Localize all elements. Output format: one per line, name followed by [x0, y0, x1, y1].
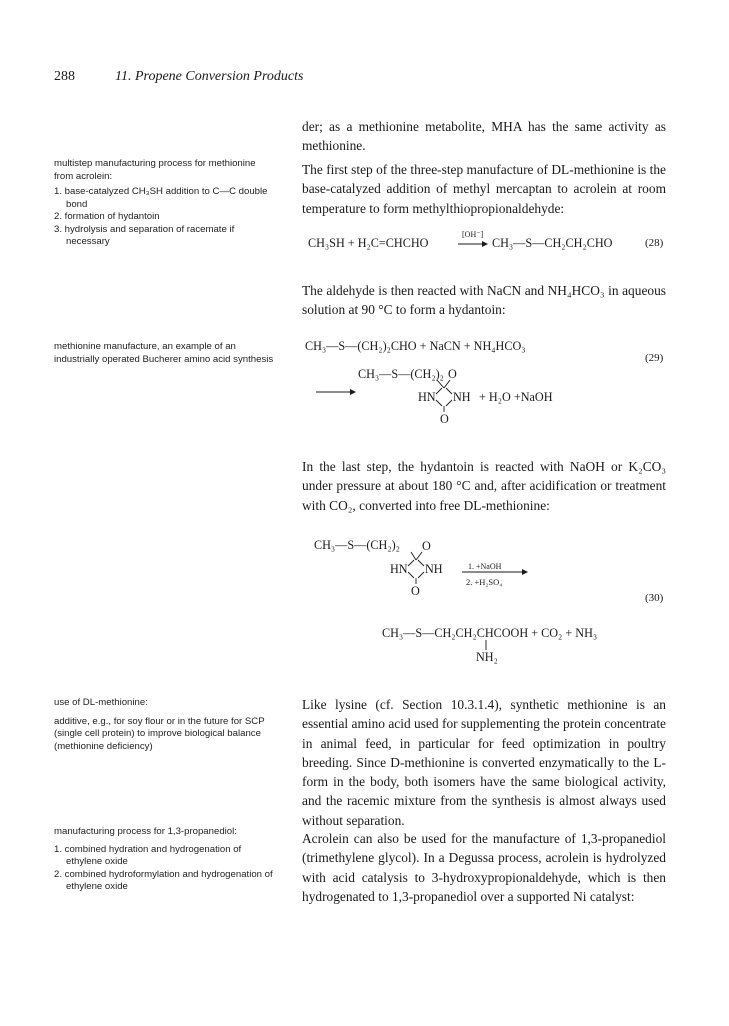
eq30-ring-o-bottom: O — [411, 584, 420, 598]
eq30-side-chain: CH₃—S—(CH₂)₂ — [314, 538, 400, 552]
equation-number: (30) — [645, 592, 664, 604]
paragraph-text: Like lysine (cf. Section 10.3.1.4), synthetic methionine is an essential amino acid used for supplementing the protein concentrate in animal feed, in particular for feed optimization in poultry breeding. Since D-methionine is converted enzymatically to the L-form in the body, both isomers have the same biological activity, and the racemic mixture from the synthesis is almost always used without separation. — [302, 697, 666, 828]
body-paragraph-6 — [302, 829, 666, 906]
margin-note-item: 2. formation of hydantoin — [54, 211, 160, 222]
eq30-product-nh2: NH₂ — [476, 650, 498, 664]
eq29-ring-o-top: O — [448, 367, 457, 381]
margin-note-methionine-process — [54, 158, 276, 249]
eq29-ring-nh: NH — [453, 390, 471, 404]
body-paragraph-3 — [302, 281, 666, 320]
eq29-side-chain: CH₃—S—(CH₂)₂ — [358, 367, 444, 381]
margin-note-title: manufacturing process for 1,3-propanediol: — [54, 826, 237, 837]
paragraph-text: The aldehyde is then reacted with NaCN and NH₄HCO₃ in aqueous solution at 90 °C to form a hydantoin: — [302, 283, 666, 318]
margin-note-item: 1. base-catalyzed CH₃SH addition to C—C double bond — [54, 186, 268, 210]
margin-note-item: 1. combined hydration and hydrogenation of ethylene oxide — [54, 843, 242, 867]
paragraph-text: Acrolein can also be used for the manufacture of 1,3-propanediol (trimethylene glycol). In a Degussa process, acrolein is hydrolyzed with acid catalysis to 3-hydroxypropionaldehyde, which is then hydrogenated to 1,3-propanediol over a supported Ni catalyst: — [302, 831, 666, 904]
margin-note-propanediol — [54, 826, 276, 894]
paragraph-text: The first step of the three-step manufacture of DL-methionine is the base-catalyzed addition of methyl mercaptan to acrolein at room temperature to form methylthiopropionaldehyde: — [302, 162, 666, 216]
eq28-product: CH₃—S—CH₂CH₂CHO — [492, 236, 613, 250]
eq28-reactants: CH₃SH + H₂C=CHCHO — [308, 236, 429, 250]
eq29-ring-o-bottom: O — [440, 412, 449, 426]
body-paragraph-1 — [302, 117, 666, 156]
reaction-arrow-icon — [458, 240, 488, 248]
eq29-reactants: CH₃—S—(CH₂)₂CHO + NaCN + NH₄HCO₃ — [305, 339, 526, 353]
eq30-product: CH₃—S—CH₂CH₂CHCOOH + CO₂ + NH₃ — [382, 626, 598, 640]
bond-line-icon — [484, 640, 488, 650]
paragraph-text: der; as a methionine metabolite, MHA has the same activity as methionine. — [302, 119, 666, 154]
eq30-ring-nh: NH — [425, 562, 443, 576]
margin-note-title: multistep manufacturing process for methionine from acrolein: — [54, 158, 256, 182]
margin-note-bucherer — [54, 341, 280, 369]
margin-note-item: 2. combined hydroformylation and hydrogenation of ethylene oxide — [54, 868, 273, 892]
margin-note-title: methionine manufacture, an example of an industrially operated Bucherer amino acid synthesis — [54, 341, 274, 365]
eq30-step1: 1. +NaOH — [468, 562, 502, 571]
equation-number: (29) — [645, 352, 664, 364]
margin-note-item: 3. hydrolysis and separation of racemate if necessary — [54, 223, 235, 247]
eq30-ring-o-top: O — [422, 539, 431, 553]
paragraph-text: In the last step, the hydantoin is reacted with NaOH or K₂CO₃ under pressure at about 180 °C and, after acidification or treatment with CO₂, converted into free DL-methionine: — [302, 459, 666, 513]
equation-number: (28) — [645, 237, 664, 249]
body-paragraph-5 — [302, 695, 666, 830]
running-head: 11. Propene Conversion Products — [115, 69, 304, 84]
reaction-arrow-icon — [316, 388, 356, 396]
eq30-step2: 2. +H₂SO₄ — [466, 577, 503, 587]
margin-note-body: additive, e.g., for soy flour or in the future for SCP (single cell protein) to improve biological balance (methionine deficiency) — [54, 715, 265, 752]
margin-note-use — [54, 697, 276, 753]
eq28-catalyst: [OH⁻] — [462, 230, 484, 239]
margin-note-title: use of DL-methionine: — [54, 697, 148, 708]
eq30-ring-hn: HN — [390, 562, 408, 576]
eq29-ring-hn: HN — [418, 390, 436, 404]
body-paragraph-2 — [302, 160, 666, 218]
page-number: 288 — [54, 69, 75, 84]
body-paragraph-4 — [302, 457, 666, 515]
eq29-byproducts: + H₂O +NaOH — [479, 390, 553, 404]
